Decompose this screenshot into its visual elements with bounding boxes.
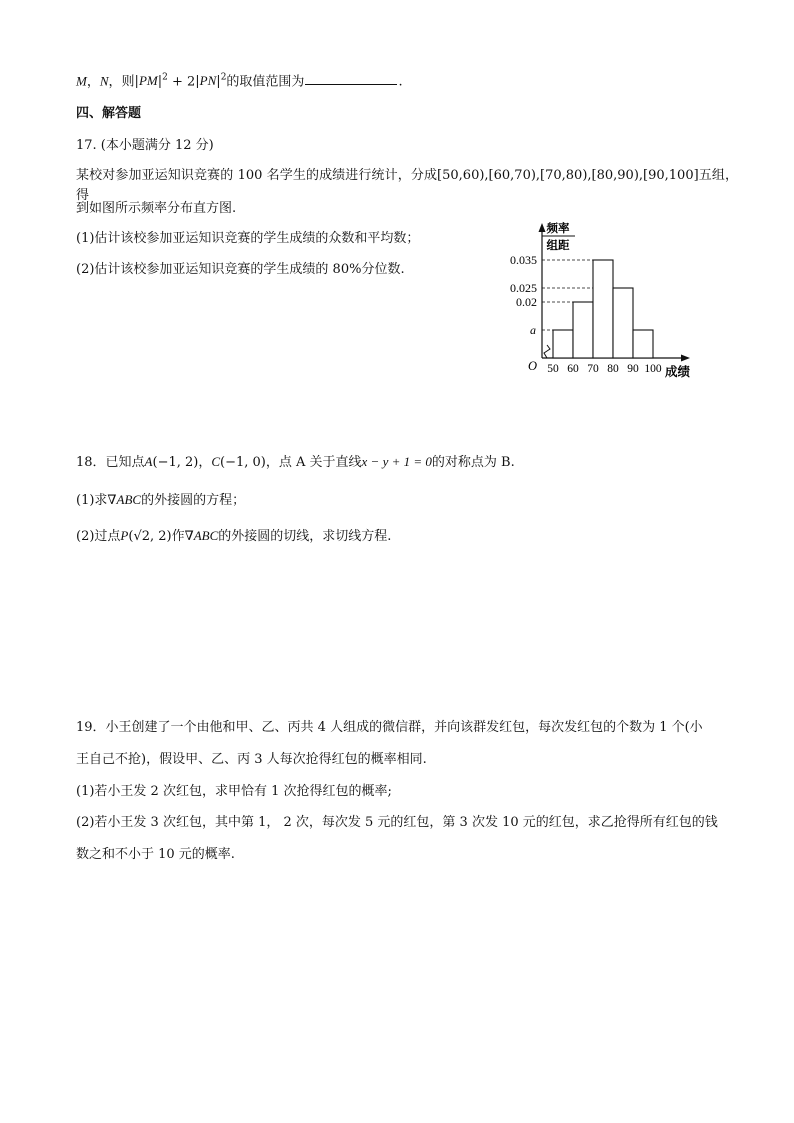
q2-prefix: (2)过点 — [76, 529, 121, 544]
p18-tail-text: 的对称点为 B. — [431, 455, 515, 470]
histogram-bar-3 — [593, 260, 613, 358]
p17-header: 17. (本小题满分 12 分) — [76, 138, 214, 153]
p17-stem-line1: 某校对参加亚运知识竞赛的 100 名学生的成绩进行统计，分成[50,60),[60,70),[70,80),[80,90),[90,100]五组，得 — [76, 168, 738, 203]
p19-question-1: (1)若小王发 2 次红包，求甲恰有 1 次抢得红包的概率; — [76, 784, 392, 799]
q2-mid: 作 — [171, 529, 185, 544]
x-tick-label-5: 100 — [644, 363, 662, 375]
p19-stem-line1: 19．小王创建了一个由他和甲、乙、丙共 4 人组成的微信群，并向该群发红包，每次发红包的个数为 1 个(小 — [76, 720, 703, 735]
histogram-bar-2 — [573, 302, 593, 358]
p18-number: 18．已知点 — [76, 455, 145, 470]
point-m: M — [76, 73, 87, 89]
separator: ， — [198, 455, 212, 470]
p19-question-2-line2: 数之和不小于 10 元的概率. — [76, 847, 235, 862]
y-tick-label-0: 0.035 — [510, 253, 537, 267]
exponent: 2 — [162, 73, 168, 83]
q2-suffix: 的外接圆的切线，求切线方程. — [218, 529, 392, 544]
p17-stem-line2: 到如图所示频率分布直方图. — [76, 201, 237, 216]
plus-two: + 2 — [171, 74, 196, 90]
p18-stem — [76, 452, 515, 473]
section-title: 四、解答题 — [76, 106, 142, 121]
p19-stem-line2: 王自己不抢)，假设甲、乙、丙 3 人每次抢得红包的概率相同. — [76, 752, 427, 767]
p19-question-2-line1: (2)若小王发 3 次红包，其中第 1， 2 次，每次发 5 元的红包，第 3 次发 10 元的红包，求乙抢得所有红包的钱 — [76, 815, 718, 830]
p18-mid-text: ，点 A 关于直线 — [265, 455, 362, 470]
point-a-label: A — [144, 454, 153, 469]
x-tick-label-1: 60 — [567, 363, 579, 375]
period: . — [398, 74, 403, 90]
y-axis-arrow — [539, 223, 546, 232]
x-tick-label-2: 70 — [587, 363, 599, 375]
q1-suffix: 的外接圆的方程； — [141, 493, 246, 508]
exponent: 2 — [220, 73, 227, 83]
origin-label: O — [528, 359, 538, 373]
point-a-coord: (−1, 2) — [152, 455, 199, 470]
point-c-coord: (−1, 0) — [220, 455, 266, 470]
x-tick-label-0: 50 — [547, 363, 559, 375]
p17-question-1: (1)估计该校参加亚运知识竞赛的学生成绩的众数和平均数； — [76, 231, 420, 246]
point-c-label: C — [211, 454, 221, 469]
x-tick-label-3: 80 — [607, 363, 619, 375]
point-p-coord: (√2, 2) — [128, 529, 172, 544]
text-then: ，则 — [108, 74, 135, 90]
frequency-histogram — [500, 218, 700, 386]
q1-prefix: (1)求 — [76, 493, 108, 508]
p17-question-2: (2)估计该校参加亚运知识竞赛的学生成绩的 80%分位数. — [76, 262, 405, 277]
y-tick-label-2: 0.02 — [516, 295, 537, 309]
x-tick-label-4: 90 — [627, 363, 639, 375]
segment-pn: PN — [199, 73, 217, 89]
x-axis-label: 成绩 — [665, 365, 691, 379]
triangle-abc: ∇ABC — [107, 492, 142, 507]
p18-question-1 — [76, 490, 245, 511]
line-equation: x − y + 1 = 0 — [361, 454, 432, 469]
histogram-bar-4 — [613, 288, 633, 358]
point-n: N — [99, 73, 109, 89]
prev-problem-line — [76, 68, 403, 92]
abs-pm: $|PM|^2$ — [134, 73, 168, 90]
histogram-root — [510, 221, 691, 379]
histogram-bar-5 — [633, 330, 653, 358]
y-label-numerator: 频率 — [546, 223, 570, 235]
y-label-denominator: 组距 — [546, 240, 570, 252]
p18-question-2 — [76, 526, 391, 547]
y-tick-label-1: 0.025 — [510, 281, 537, 295]
y-tick-label-3: a — [530, 323, 536, 337]
x-axis-arrow — [681, 355, 690, 362]
answer-blank[interactable] — [305, 72, 397, 85]
point-p-label: P — [120, 528, 129, 543]
separator: ， — [86, 74, 100, 90]
range-text: 的取值范围为 — [226, 74, 305, 90]
histogram-bar-1 — [553, 330, 573, 358]
axis-break — [544, 345, 550, 358]
abs-pn: $|PN|^2$ — [195, 73, 227, 90]
segment-pm: PM — [138, 73, 158, 89]
triangle-abc: ∇ABC — [184, 528, 219, 543]
